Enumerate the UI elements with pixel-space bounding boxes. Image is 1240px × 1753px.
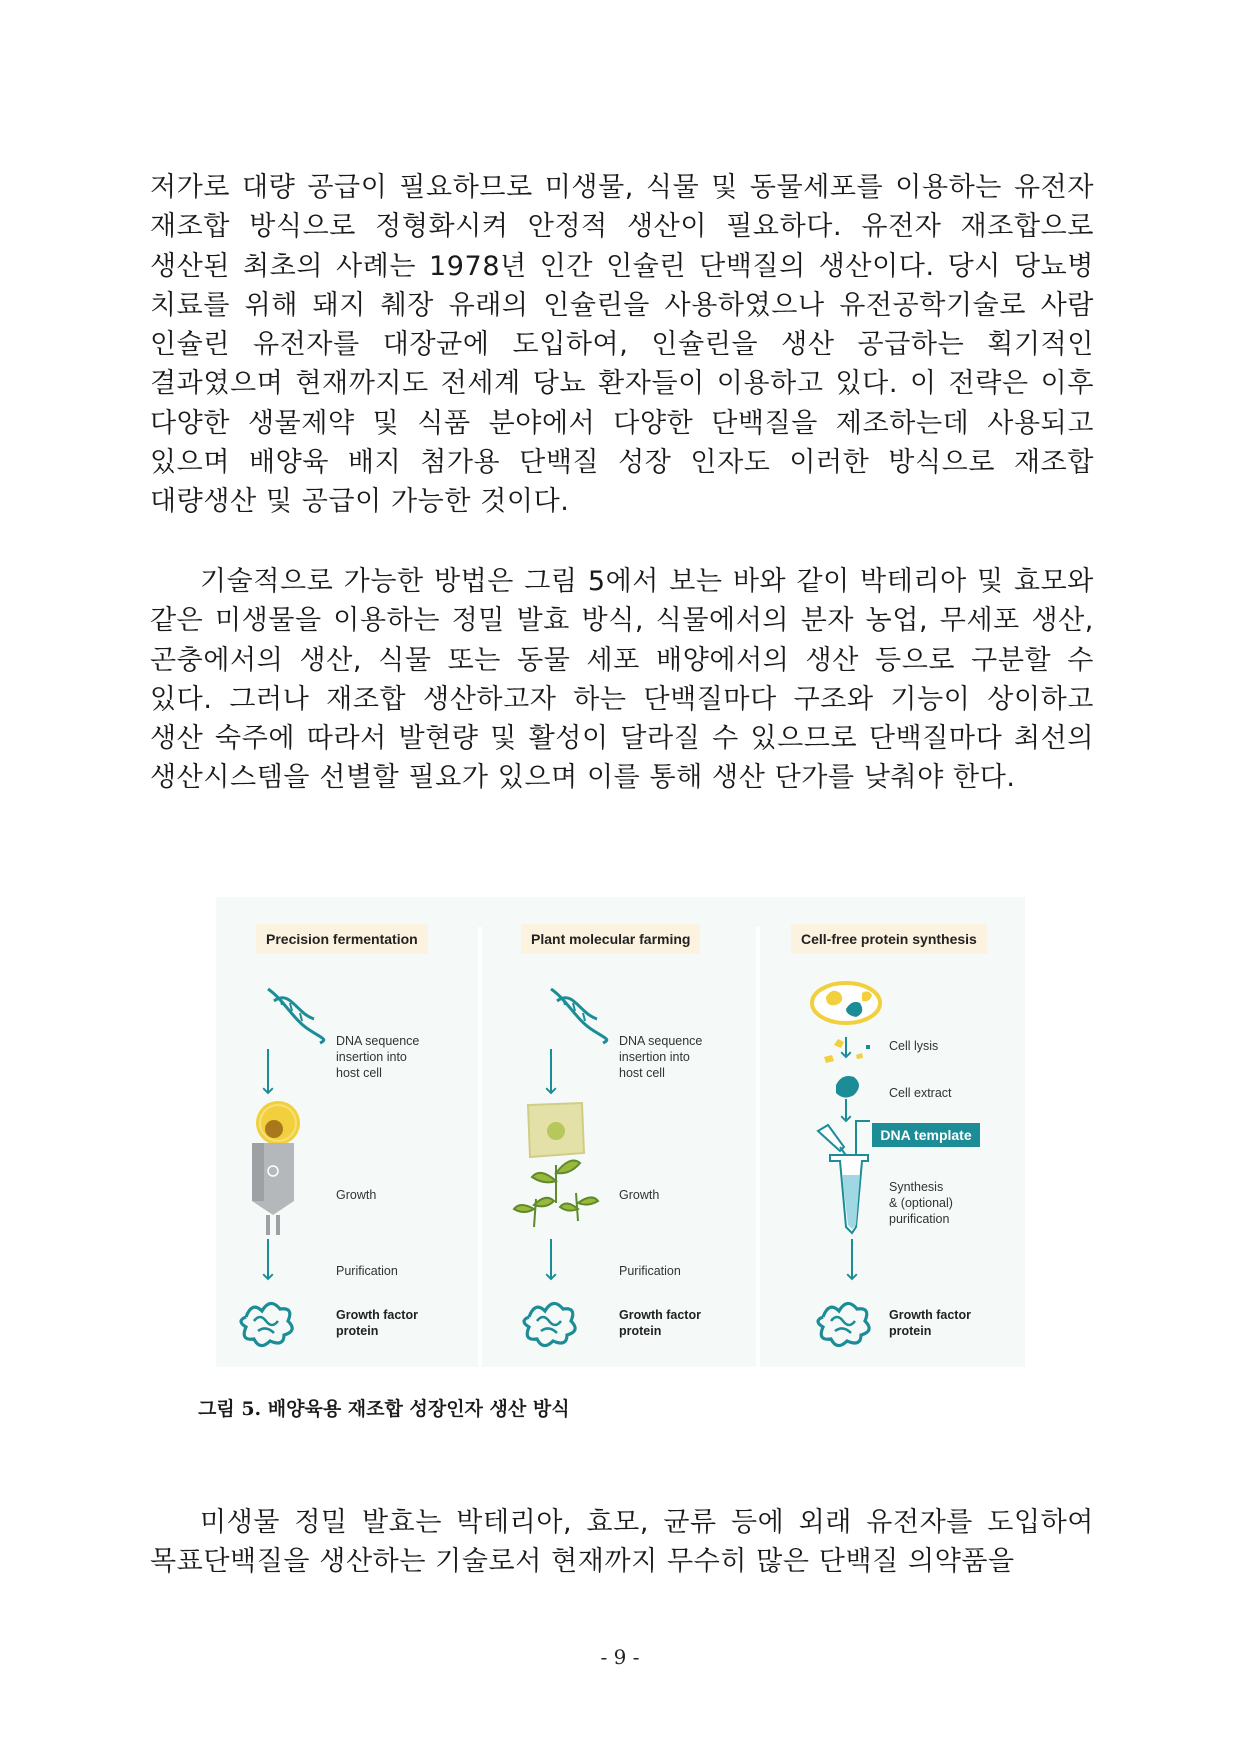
figure-5-recombinant-production: [216, 897, 1025, 1367]
label-purification: Purification: [336, 1264, 398, 1278]
body-paragraph-1: 저가로 대량 공급이 필요하므로 미생물, 식물 및 동물세포를 이용하는 유전자 재조합 방식으로 정형화시켜 안정적 생산이 필요하다. 유전자 재조합으로 생산된 최초의 사례는 1978년 인간 인슐린 단백질의 생산이다. 당시 당뇨병 치료를 위해 돼지 췌장 유래의 인슐린을 사용하였으나 유전공학기술로 사람 인슐린 유전자를 대장균에 도입하여, 인슐린을 생산 공급하는 획기적인 결과였으며 현재까지도 전세계 당뇨 환자들이 이용하고 있다. 이 전략은 이후 다양한 생물제약 및 식품 분야에서 다양한 단백질을 제조하는데 사용되고 있으며 배양육 배지 첨가용 단백질 성장 인자도 이러한 방식으로 재조합 대량생산 및 공급이 가능한 것이다.: [150, 172, 1094, 518]
label-dna-template: DNA template: [872, 1123, 980, 1147]
label-dna-insertion: DNA sequence insertion into host cell: [619, 1034, 703, 1080]
panel-title-precision-fermentation: Precision fermentation: [256, 924, 428, 954]
label-purification: Purification: [619, 1264, 681, 1278]
label-growth: Growth: [619, 1188, 660, 1202]
whole-cell-icon: [812, 983, 880, 1023]
label-synthesis-purification: Synthesis & (optional) purification: [889, 1180, 953, 1226]
body-paragraph-3: 미생물 정밀 발효는 박테리아, 효모, 균류 등에 외래 유전자를 도입하여 목표단백질을 생산하는 기술로서 현재까지 무수히 많은 단백질 의약품을: [150, 1507, 1094, 1578]
label-cell-extract: Cell extract: [889, 1086, 952, 1100]
protein-icon: [818, 1303, 869, 1345]
yeast-cell-icon: [256, 1101, 300, 1145]
panel-title-plant-molecular-farming: Plant molecular farming: [521, 924, 700, 954]
label-growth: Growth: [336, 1188, 377, 1202]
cell-extract-icon: [836, 1076, 859, 1098]
panel-title-cell-free-synthesis: Cell-free protein synthesis: [791, 924, 987, 954]
test-tube-icon: [830, 1155, 868, 1233]
cell-lysis-icon: [824, 1037, 870, 1063]
page-number: - 9 -: [600, 1645, 640, 1669]
label-dna-insertion: DNA sequence insertion into host cell: [336, 1034, 420, 1080]
dna-helix-icon: [268, 989, 324, 1043]
label-growth-factor-protein: Growth factor protein: [336, 1308, 418, 1338]
protein-icon: [524, 1303, 575, 1345]
figure-caption: 그림 5. 배양육용 재조합 성장인자 생산 방식: [198, 1398, 570, 1420]
protein-icon: [241, 1303, 292, 1345]
plant-cell-icon: [528, 1103, 584, 1157]
body-paragraph-2: 기술적으로 가능한 방법은 그림 5에서 보는 바와 같이 박테리아 및 효모와 같은 미생물을 이용하는 정밀 발효 방식, 식물에서의 분자 농업, 무세포 생산, 곤충에서의 생산, 식물 또는 동물 세포 배양에서의 생산 등으로 구분할 수 있다. 그러나 재조합 생산하고자 하는 단백질마다 구조와 기능이 상이하고 생산 숙주에 따라서 발현량 및 활성이 달라질 수 있으므로 단백질마다 최선의 생산시스템을 선별할 필요가 있으며 이를 통해 생산 단가를 낮춰야 한다.: [150, 566, 1094, 794]
plant-seedlings-icon: [514, 1161, 598, 1227]
dna-helix-icon: [551, 989, 607, 1043]
label-growth-factor-protein: Growth factor protein: [889, 1308, 971, 1338]
label-cell-lysis: Cell lysis: [889, 1039, 939, 1053]
label-growth-factor-protein: Growth factor protein: [619, 1308, 701, 1338]
bioreactor-icon: [252, 1143, 294, 1235]
